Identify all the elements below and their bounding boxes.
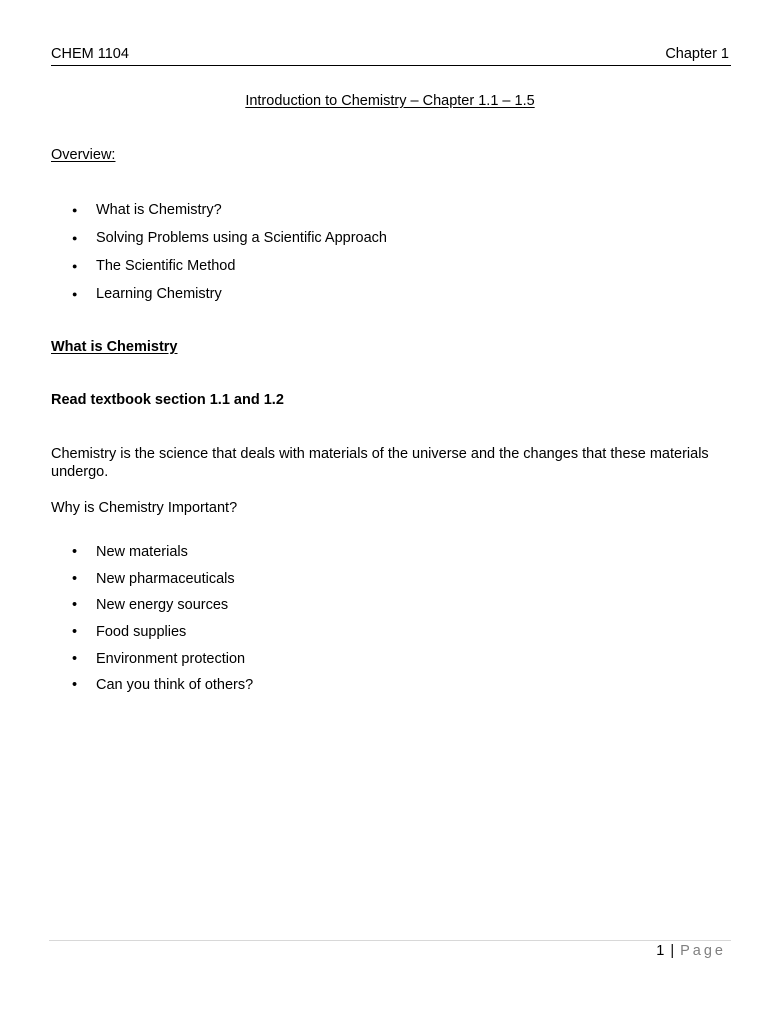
list-item: ● The Scientific Method bbox=[72, 258, 236, 274]
list-item: • New materials bbox=[72, 544, 188, 560]
definition-paragraph: Chemistry is the science that deals with materials of the universe and the changes that these materials undergo. bbox=[51, 446, 709, 480]
bullet-icon: ● bbox=[72, 289, 78, 299]
footer-separator: | bbox=[670, 943, 675, 959]
bullet-icon: • bbox=[72, 570, 78, 587]
list-item: • Can you think of others? bbox=[72, 677, 254, 694]
chapter-label: Chapter 1 bbox=[665, 46, 729, 62]
importance-list bbox=[72, 544, 253, 704]
page-header bbox=[51, 46, 731, 66]
list-item: ● What is Chemistry? bbox=[72, 202, 222, 218]
bullet-icon: • bbox=[72, 597, 78, 614]
document-title bbox=[0, 93, 768, 110]
page-label: Page bbox=[680, 943, 726, 959]
list-item: • Environment protection bbox=[72, 650, 246, 667]
document-title-text: Introduction to Chemistry – Chapter 1.1 – 1.5 bbox=[245, 93, 535, 109]
bullet-icon: • bbox=[72, 650, 78, 667]
overview-list bbox=[72, 202, 387, 314]
course-code: CHEM 1104 bbox=[51, 46, 129, 62]
bullet-icon: • bbox=[72, 624, 78, 641]
section-heading: What is Chemistry bbox=[51, 339, 178, 355]
overview-heading: Overview: bbox=[51, 147, 116, 163]
importance-question: Why is Chemistry Important? bbox=[51, 500, 238, 516]
list-item: • New pharmaceuticals bbox=[72, 570, 235, 587]
list-item: • Food supplies bbox=[72, 624, 187, 641]
page-footer bbox=[656, 943, 726, 960]
bullet-icon: ● bbox=[72, 233, 78, 243]
bullet-icon: • bbox=[72, 677, 78, 694]
list-item: ● Learning Chemistry bbox=[72, 286, 222, 302]
bullet-icon: ● bbox=[72, 205, 78, 215]
list-item: ● Solving Problems using a Scientific Approach bbox=[72, 230, 387, 246]
reading-assignment: Read textbook section 1.1 and 1.2 bbox=[51, 392, 284, 408]
bullet-icon: ● bbox=[72, 261, 78, 271]
list-item: • New energy sources bbox=[72, 597, 229, 614]
footer-divider bbox=[49, 940, 731, 941]
page-number: 1 bbox=[656, 943, 665, 959]
bullet-icon: • bbox=[72, 544, 78, 560]
